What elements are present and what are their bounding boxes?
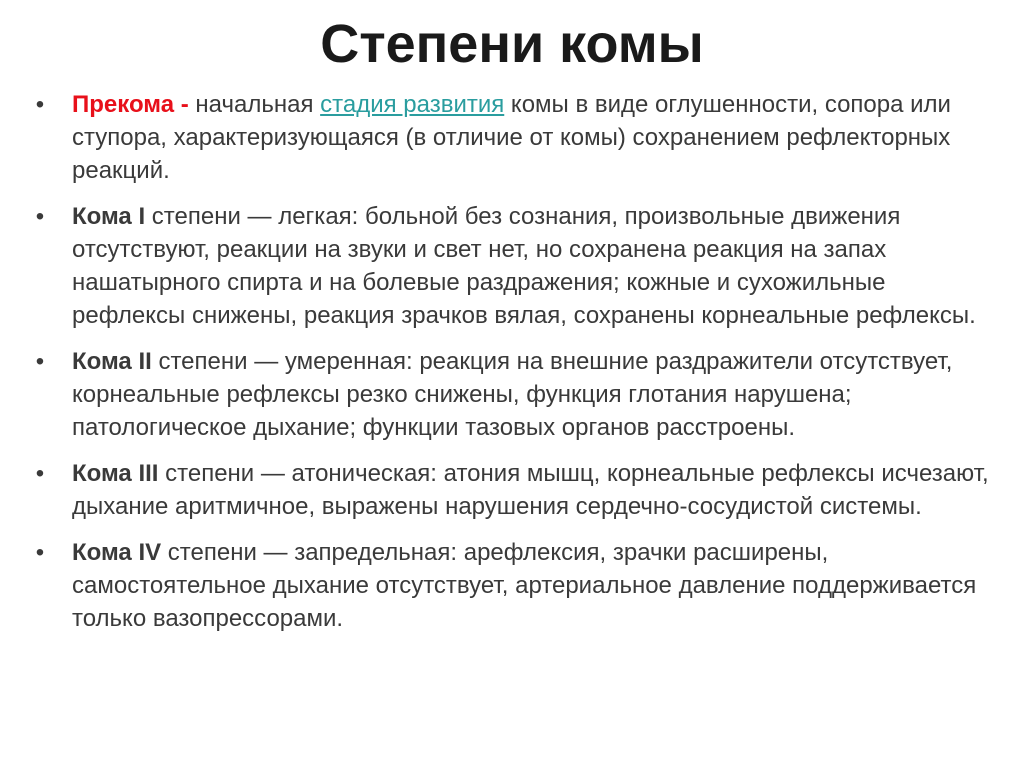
term-coma-1: Кома I [72, 203, 146, 230]
list-item-coma-4 [30, 536, 995, 635]
term-prekoma: Прекома - [72, 91, 189, 118]
bullet-icon: • [35, 91, 45, 118]
bullet-icon: • [35, 539, 45, 566]
item-text: степени — запредельная: арефлексия, зрачки расширены, самостоятельное дыхание отсутствует, артериальное давление поддерживается только вазопрессорами. [72, 539, 977, 632]
bullet-icon: • [35, 460, 45, 487]
term-coma-2: Кома II [72, 348, 152, 375]
bullet-icon: • [35, 348, 45, 375]
list-item-coma-2 [30, 345, 995, 444]
item-text: степени — атоническая: атония мышц, корнеальные рефлексы исчезают, дыхание аритмичное, выражены нарушения сердечно-сосудистой системы. [72, 460, 989, 520]
link-development-stage[interactable]: стадия развития [320, 91, 505, 118]
list-item-coma-1 [30, 200, 995, 332]
term-coma-4: Кома IV [72, 539, 162, 566]
page-title: Степени комы [320, 14, 704, 74]
item-text: комы в виде оглушенности, сопора или ступора, характеризующаяся (в отличие от комы) сохранением рефлекторных реакций. [72, 91, 951, 184]
list-item-prekoma [30, 88, 995, 187]
bullet-icon: • [35, 203, 45, 230]
item-text: степени — умеренная: реакция на внешние раздражители отсутствует, корнеальные рефлексы резко снижены, функция глотания нарушена; патологическое дыхание; функции тазовых органов расстроены. [72, 348, 953, 441]
term-coma-3: Кома III [72, 460, 159, 487]
bullet-list [30, 88, 995, 648]
item-text: степени — легкая: больной без сознания, произвольные движения отсутствуют, реакции на звуки и свет нет, но сохранена реакция на запах нашатырного спирта и на болевые раздражения; кожные и сухожильные рефлексы снижены, реакция зрачков вялая, сохранены корнеальные рефлексы. [72, 203, 976, 329]
list-item-coma-3 [30, 457, 995, 523]
item-text-prefix: начальная [188, 91, 321, 118]
